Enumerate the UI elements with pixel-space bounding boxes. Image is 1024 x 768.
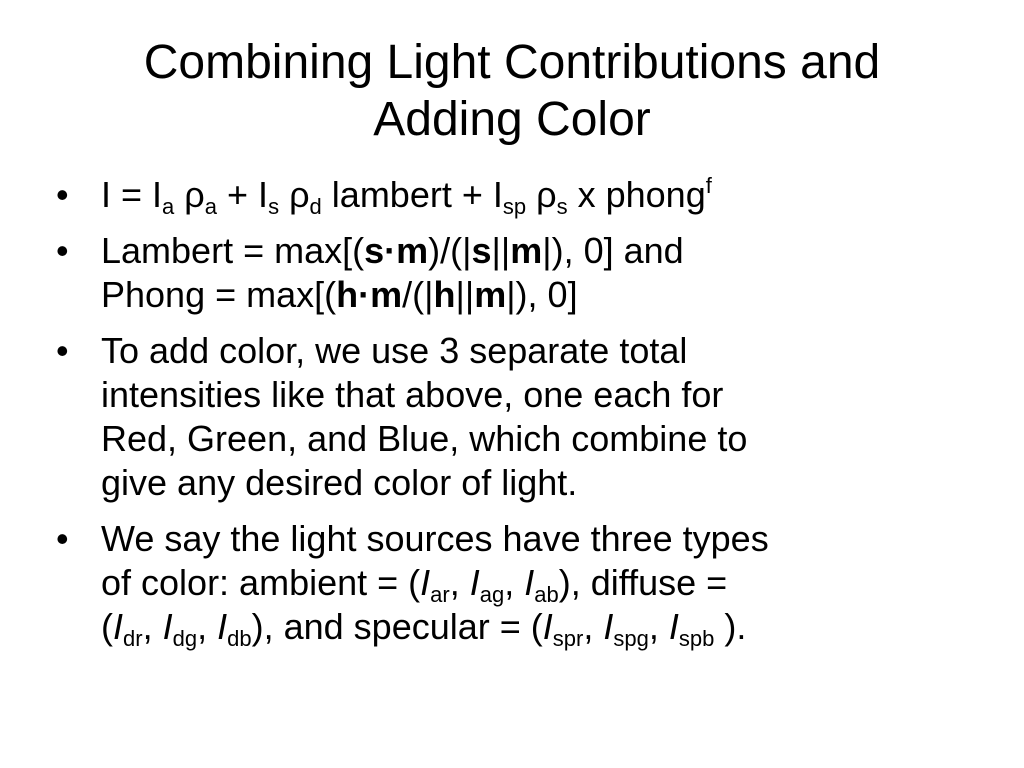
bullet-dot-icon: •	[56, 230, 69, 271]
title-line-1: Combining Light Contributions and	[143, 36, 881, 89]
equation-line: $I = I_a$ $\rho_a + I_s$ $\rho_d$ lambert + $I_{sp}$ $\rho_s$ x phong$^f$	[101, 173, 712, 219]
bullet-lambert-phong	[56, 229, 956, 317]
bullet-add-color	[56, 329, 956, 505]
bullet-list	[56, 173, 956, 661]
bullet-dot-icon: •	[56, 518, 69, 559]
slide-title	[40, 34, 984, 148]
phong-line: Phong = max[(h·m/(|h||m|), 0]	[101, 274, 578, 315]
ambient-line: of color: ambient = ($I_{ar}$, $I_{ag}$, $I_{ab}$), diffuse =	[101, 562, 728, 607]
title-line-2: Adding Color	[373, 93, 651, 146]
bullet-color-types	[56, 517, 956, 649]
text-line: give any desired color of light.	[101, 462, 578, 503]
bullet-dot-icon: •	[56, 174, 69, 215]
text-line: To add color, we use 3 separate total	[101, 330, 688, 371]
diffuse-specular-line: ($I_{dr}$, $I_{dg}$, $I_{db}$), and specular = ($I_{spr}$, $I_{spg}$, $I_{spb}$ ).	[101, 606, 747, 651]
text-line: We say the light sources have three types	[101, 518, 769, 559]
lambert-line: Lambert = max[(s·m)/(|s||m|), 0] and	[101, 230, 684, 271]
bullet-intensity-equation	[56, 173, 956, 217]
text-line: intensities like that above, one each for	[101, 374, 724, 415]
text-line: Red, Green, and Blue, which combine to	[101, 418, 748, 459]
bullet-dot-icon: •	[56, 330, 69, 371]
